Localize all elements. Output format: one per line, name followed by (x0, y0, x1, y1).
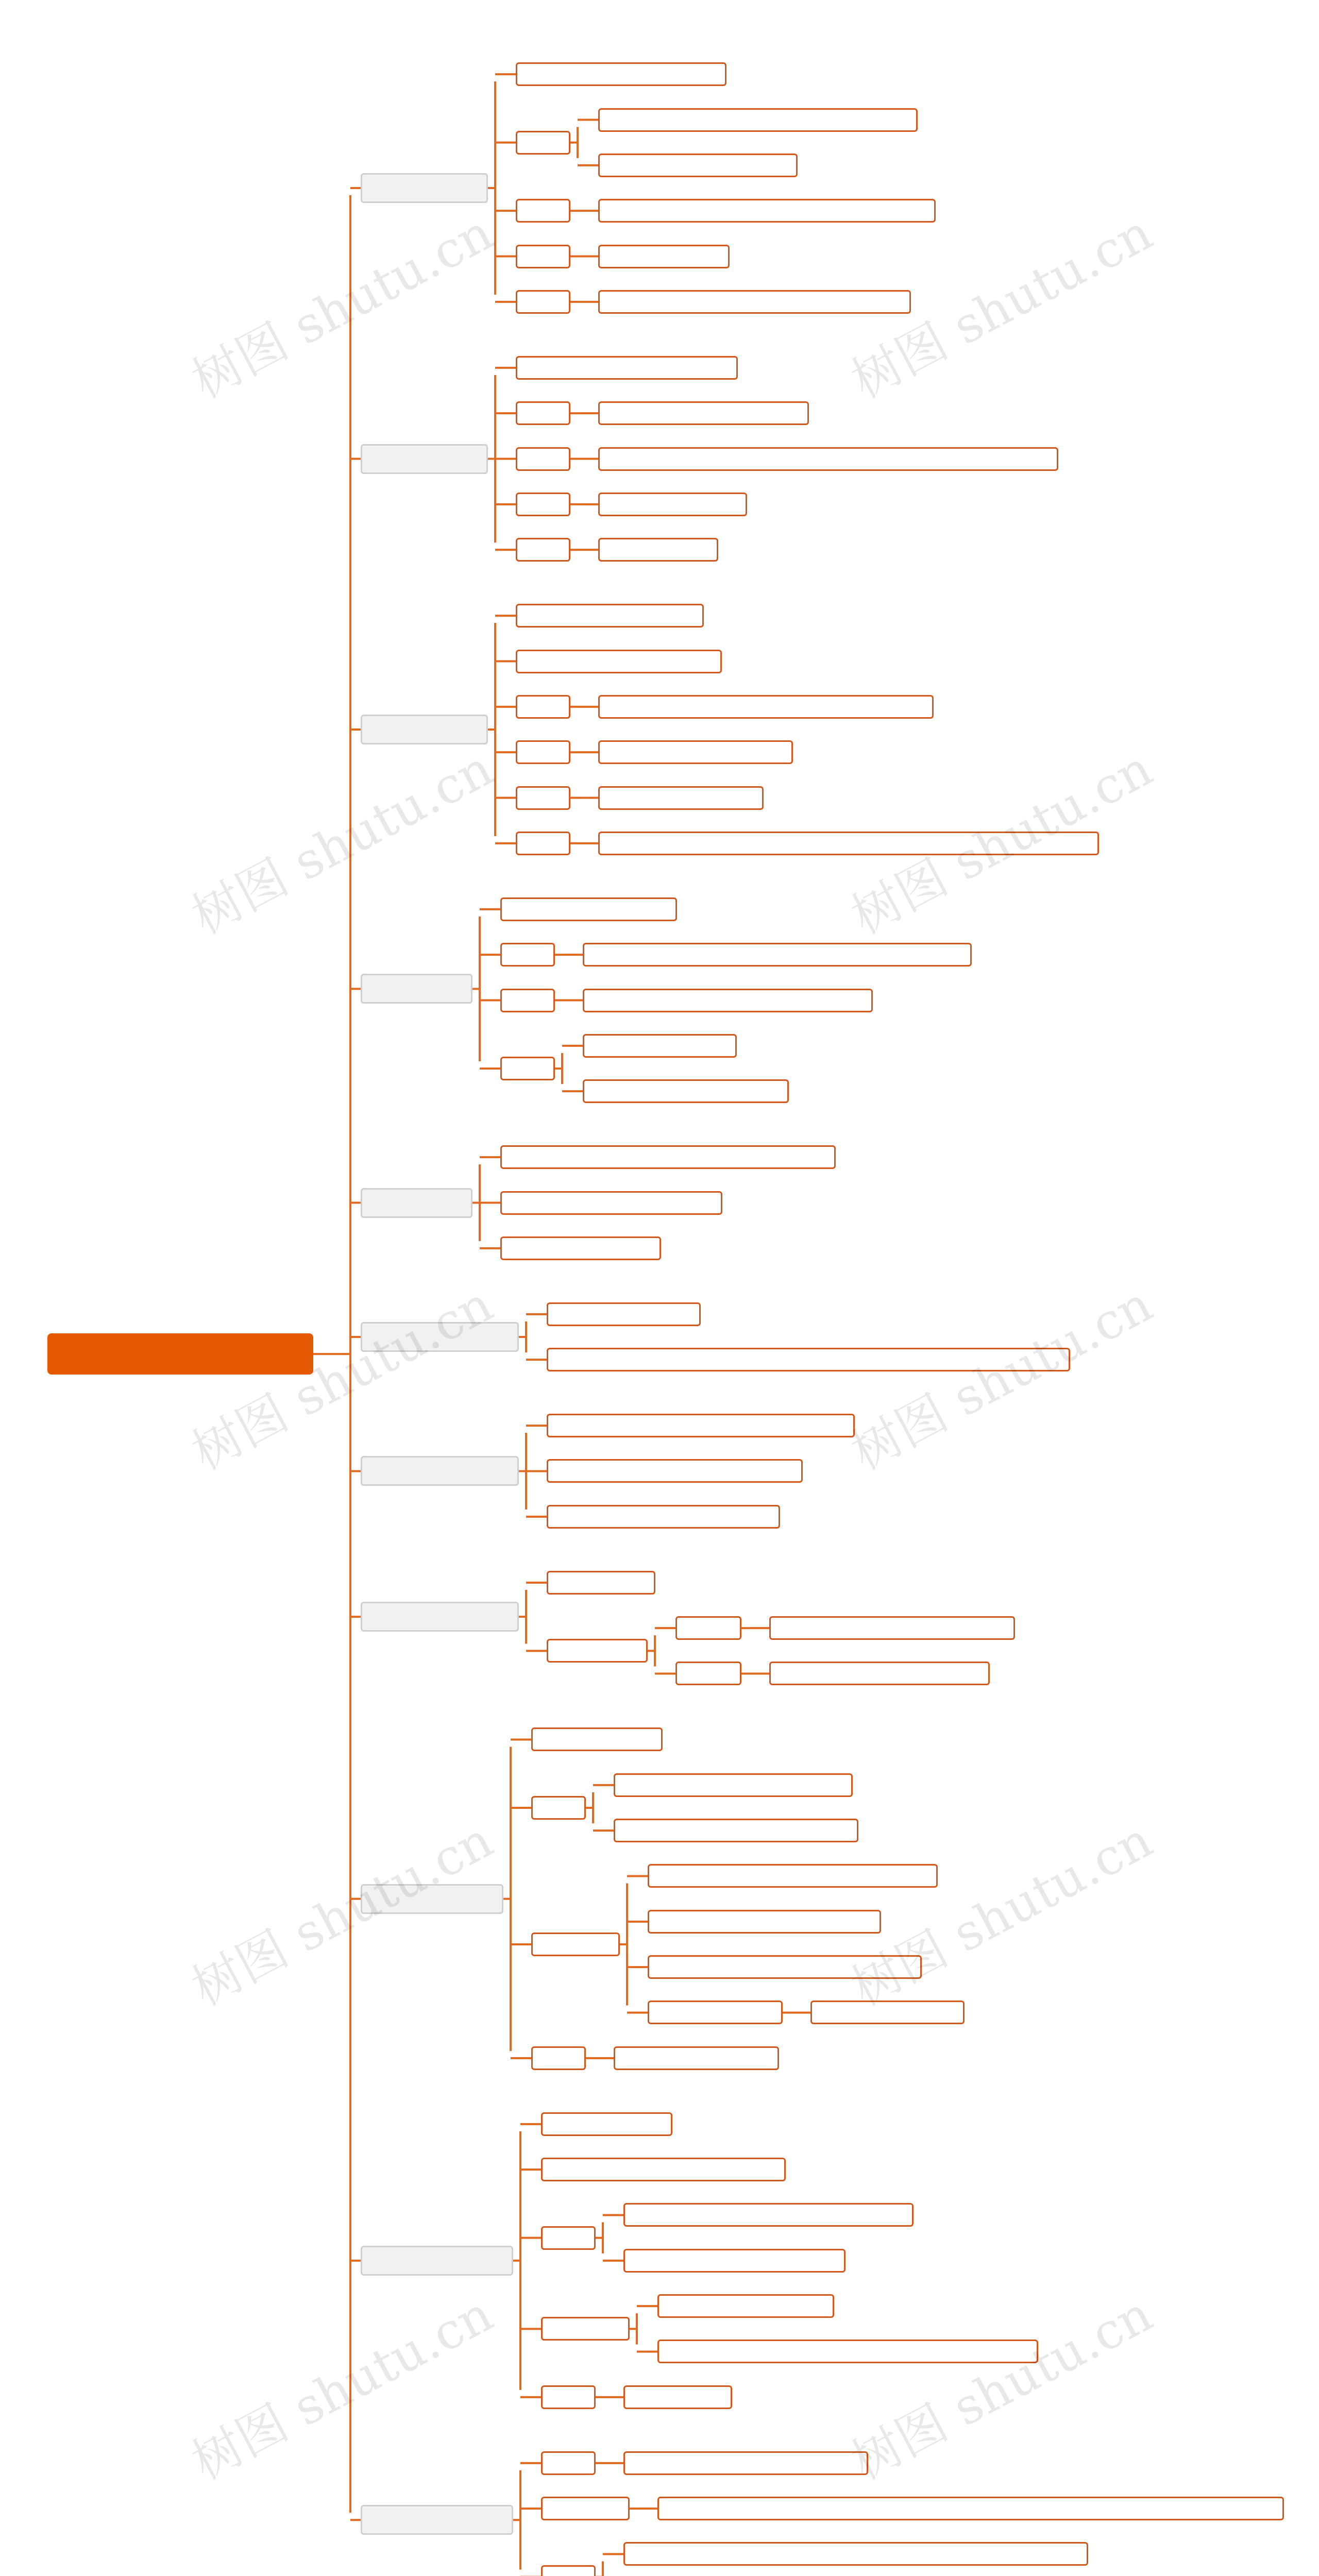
leaf-node (657, 2497, 1284, 2520)
leaf-node (541, 2112, 672, 2136)
leaf-node (516, 650, 722, 673)
sub-branch-node (675, 1616, 741, 1640)
leaf-node (598, 493, 747, 516)
leaf-node (516, 62, 726, 86)
leaf-node (623, 2385, 732, 2409)
sub-branch-node (516, 245, 570, 268)
watermark-text: 树图 shutu.cn (182, 2284, 502, 2492)
leaf-node (648, 1910, 881, 1934)
sub-branch-node (516, 447, 570, 471)
leaf-node (547, 1459, 803, 1483)
watermark-text: 树图 shutu.cn (182, 739, 502, 946)
watermark-text: 树图 shutu.cn (842, 2284, 1162, 2492)
sub-branch-node (531, 1933, 620, 1956)
leaf-node (516, 356, 738, 380)
leaf-node (500, 1145, 836, 1169)
sub-branch-node (516, 832, 570, 855)
leaf-node (583, 1034, 737, 1058)
branch-node (361, 974, 472, 1004)
leaf-node (598, 199, 936, 223)
watermark-text: 树图 shutu.cn (182, 1810, 502, 2018)
leaf-node (769, 1616, 1015, 1640)
leaf-node (598, 695, 934, 719)
leaf-node (623, 2542, 1088, 2566)
sub-branch-node (500, 1057, 555, 1080)
leaf-node (547, 1571, 655, 1595)
branch-node (361, 444, 488, 474)
leaf-node (598, 447, 1058, 471)
sub-branch-node (516, 290, 570, 314)
leaf-node (623, 2451, 868, 2475)
leaf-node (598, 108, 918, 132)
leaf-node (541, 2158, 786, 2181)
leaf-node (583, 943, 972, 967)
sub-branch-node (541, 2497, 630, 2520)
leaf-node (547, 1505, 780, 1529)
sub-branch-node (531, 2046, 586, 2070)
leaf-node (583, 1079, 789, 1103)
leaf-node (614, 1773, 853, 1797)
watermark-text: 树图 shutu.cn (842, 203, 1162, 410)
watermark-text: 树图 shutu.cn (182, 203, 502, 410)
leaf-node (598, 832, 1099, 855)
leaf-node (614, 2046, 779, 2070)
leaf-node (623, 2203, 914, 2227)
sub-branch-node (541, 2317, 630, 2341)
leaf-node (531, 1727, 663, 1751)
sub-branch-node (516, 401, 570, 425)
branch-node (361, 173, 488, 203)
watermark-text: 树图 shutu.cn (842, 739, 1162, 946)
sub-branch-node (648, 2001, 783, 2024)
sub-branch-node (500, 989, 555, 1012)
branch-node (361, 1188, 472, 1218)
leaf-node (547, 1414, 855, 1437)
leaf-node (623, 2249, 845, 2273)
sub-branch-node (675, 1662, 741, 1685)
leaf-node (500, 897, 677, 921)
branch-node (361, 1322, 519, 1352)
sub-branch-node (516, 740, 570, 764)
sub-branch-node (516, 199, 570, 223)
branch-node (361, 715, 488, 744)
leaf-node (500, 1236, 661, 1260)
sub-branch-node (516, 493, 570, 516)
leaf-node (648, 1955, 922, 1979)
leaf-node (598, 401, 809, 425)
sub-branch-node (541, 2226, 596, 2250)
sub-branch-node (541, 2385, 596, 2409)
leaf-node (648, 1864, 938, 1888)
branch-node (361, 1456, 519, 1486)
leaf-node (810, 2001, 965, 2024)
sub-branch-node (531, 1796, 586, 1820)
leaf-node (547, 1302, 701, 1326)
leaf-node (516, 604, 704, 628)
branch-node (361, 1884, 503, 1914)
branch-node (361, 2246, 513, 2276)
leaf-node (583, 989, 873, 1012)
watermark-text: 树图 shutu.cn (842, 1275, 1162, 1482)
branch-node (361, 2505, 513, 2535)
leaf-node (598, 538, 718, 562)
sub-branch-node (516, 786, 570, 810)
sub-branch-node (516, 538, 570, 562)
sub-branch-node (500, 943, 555, 967)
sub-branch-node (541, 2565, 596, 2576)
leaf-node (598, 290, 911, 314)
mind-map-root (47, 1333, 313, 1375)
leaf-node (598, 740, 793, 764)
leaf-node (657, 2294, 834, 2318)
leaf-node (614, 1819, 858, 1842)
sub-branch-node (516, 131, 570, 155)
sub-branch-node (516, 695, 570, 719)
leaf-node (598, 786, 764, 810)
sub-branch-node (541, 2451, 596, 2475)
sub-branch-node (547, 1639, 648, 1663)
leaf-node (547, 1348, 1070, 1371)
branch-node (361, 1602, 519, 1632)
watermark-text: 树图 shutu.cn (842, 1810, 1162, 2018)
watermark-text: 树图 shutu.cn (182, 1275, 502, 1482)
leaf-node (598, 154, 798, 177)
leaf-node (657, 2340, 1038, 2363)
leaf-node (598, 245, 730, 268)
leaf-node (769, 1662, 990, 1685)
leaf-node (500, 1191, 722, 1215)
